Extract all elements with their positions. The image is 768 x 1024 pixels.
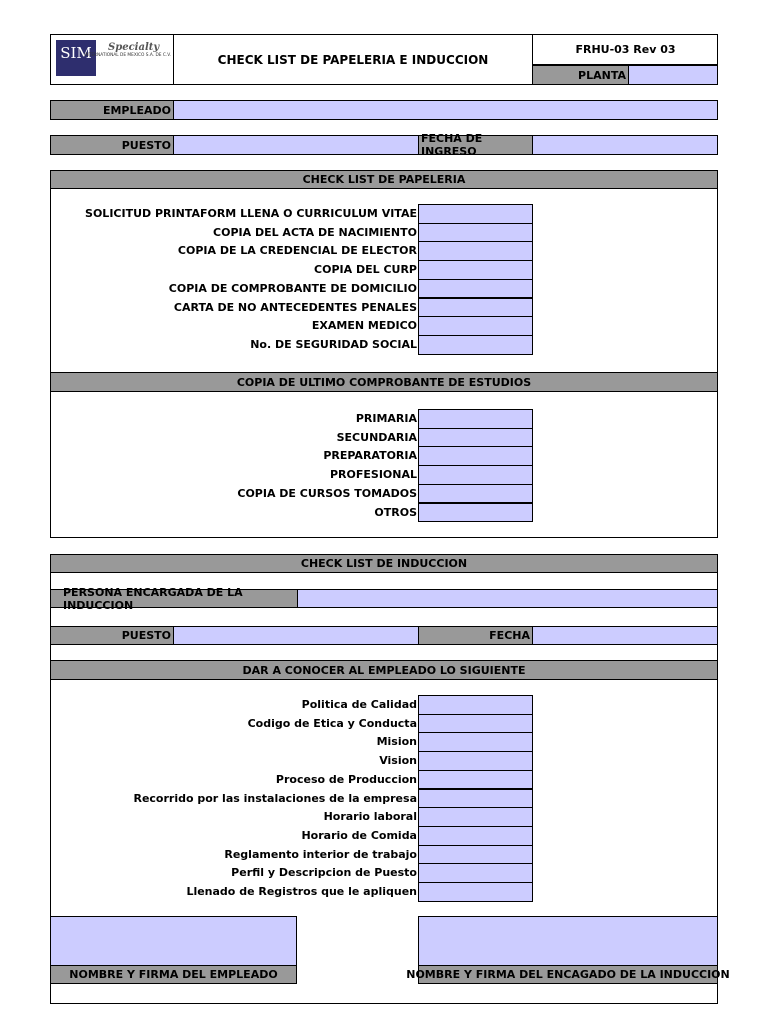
dar-conocer-item-label: Llenado de Registros que le apliquen [186, 885, 417, 898]
fecha-ingreso-label: FECHA DE INGRESO [418, 135, 533, 155]
firma-encargado-label: NOMBRE Y FIRMA DEL ENCAGADO DE LA INDUCCION [418, 965, 718, 984]
dar-conocer-item-label: Mision [376, 735, 417, 749]
papeleria-item-label: COPIA DEL ACTA DE NACIMIENTO [213, 225, 417, 239]
papeleria-item-checkbox[interactable] [418, 223, 533, 243]
logo-company: INTERNATIONAL DE MEXICO S.A. DE C.V. [84, 53, 171, 58]
estudios-item-checkbox[interactable] [418, 503, 533, 523]
estudios-item-label: OTROS [374, 505, 417, 519]
papeleria-title: CHECK LIST DE PAPELERIA [50, 170, 718, 189]
estudios-item-checkbox[interactable] [418, 484, 533, 504]
papeleria-item-checkbox[interactable] [418, 298, 533, 318]
header-logo-cell [50, 34, 174, 85]
fecha-field[interactable] [532, 626, 718, 645]
papeleria-item-label: COPIA DE COMPROBANTE DE DOMICILIO [168, 281, 417, 295]
dar-conocer-item-label: Proceso de Produccion [275, 772, 417, 786]
estudios-item-checkbox[interactable] [418, 446, 533, 466]
dar-conocer-item-label: Reglamento interior de trabajo [224, 847, 417, 861]
papeleria-item-label: SOLICITUD PRINTAFORM LLENA O CURRICULUM VITAE [85, 207, 417, 220]
papeleria-item-checkbox[interactable] [418, 260, 533, 280]
dar-conocer-item-checkbox[interactable] [418, 751, 533, 771]
dar-conocer-item-checkbox[interactable] [418, 863, 533, 883]
dar-conocer-item-label: Recorrido por las instalaciones de la empresa [133, 791, 417, 805]
planta-field[interactable] [628, 65, 718, 85]
fecha-ingreso-field[interactable] [532, 135, 718, 155]
dar-conocer-item-checkbox[interactable] [418, 882, 533, 902]
dar-conocer-item-checkbox[interactable] [418, 789, 533, 809]
page-title: CHECK LIST DE PAPELERIA E INDUCCION [217, 52, 489, 67]
estudios-item-label: PROFESIONAL [329, 468, 417, 482]
estudios-title: COPIA DE ULTIMO COMPROBANTE DE ESTUDIOS [50, 372, 718, 392]
empleado-label: EMPLEADO [50, 100, 174, 120]
dar-conocer-title: DAR A CONOCER AL EMPLEADO LO SIGUIENTE [50, 660, 718, 680]
induccion-title: CHECK LIST DE INDUCCION [50, 554, 718, 573]
firma-empleado-box[interactable] [50, 916, 297, 966]
dar-conocer-item-label: Vision [379, 754, 417, 768]
fecha-label: FECHA [418, 626, 533, 645]
dar-conocer-item-label: Horario de Comida [301, 828, 417, 842]
puesto-label: PUESTO [50, 135, 174, 155]
estudios-item-checkbox[interactable] [418, 409, 533, 429]
papeleria-item-checkbox[interactable] [418, 316, 533, 336]
dar-conocer-item-checkbox[interactable] [418, 807, 533, 827]
papeleria-item-checkbox[interactable] [418, 279, 533, 299]
papeleria-item-label: EXAMEN MEDICO [311, 319, 417, 333]
empleado-field[interactable] [173, 100, 718, 120]
firma-empleado-label: NOMBRE Y FIRMA DEL EMPLEADO [50, 965, 297, 984]
dar-conocer-item-label: Politica de Calidad [301, 698, 417, 711]
encargada-label: PERSONA ENCARGADA DE LA INDUCCION [50, 589, 298, 608]
dar-conocer-item-checkbox[interactable] [418, 770, 533, 790]
papeleria-item-checkbox[interactable] [418, 204, 533, 224]
firma-encargado-box[interactable] [418, 916, 718, 966]
papeleria-item-checkbox[interactable] [418, 241, 533, 261]
estudios-item-label: COPIA DE CURSOS TOMADOS [237, 486, 417, 500]
estudios-item-label: PREPARATORIA [323, 449, 417, 463]
estudios-item-checkbox[interactable] [418, 465, 533, 485]
dar-conocer-item-checkbox[interactable] [418, 845, 533, 865]
papeleria-item-label: No. DE SEGURIDAD SOCIAL [250, 337, 417, 351]
dar-conocer-item-label: Horario laboral [323, 810, 417, 824]
encargada-field[interactable] [297, 589, 718, 608]
induccion-puesto-label: PUESTO [50, 626, 174, 645]
papeleria-item-label: COPIA DE LA CREDENCIAL DE ELECTOR [177, 244, 417, 258]
dar-conocer-item-checkbox[interactable] [418, 695, 533, 715]
dar-conocer-item-checkbox[interactable] [418, 732, 533, 752]
induccion-puesto-field[interactable] [173, 626, 419, 645]
logo-text: SIM [60, 44, 92, 62]
papeleria-item-label: CARTA DE NO ANTECEDENTES PENALES [173, 300, 417, 314]
logo-script: Specialty [108, 42, 160, 53]
papeleria-item-label: COPIA DEL CURP [314, 263, 417, 277]
papeleria-item-checkbox[interactable] [418, 335, 533, 355]
dar-conocer-item-checkbox[interactable] [418, 714, 533, 734]
dar-conocer-item-checkbox[interactable] [418, 826, 533, 846]
doc-code: FRHU-03 Rev 03 [532, 34, 718, 65]
dar-conocer-item-label: Codigo de Etica y Conducta [247, 716, 417, 730]
estudios-item-label: PRIMARIA [355, 412, 417, 425]
puesto-field[interactable] [173, 135, 419, 155]
company-logo [56, 40, 96, 76]
planta-label: PLANTA [532, 65, 629, 85]
estudios-item-checkbox[interactable] [418, 428, 533, 448]
dar-conocer-item-label: Perfil y Descripcion de Puesto [231, 866, 417, 880]
estudios-item-label: SECUNDARIA [336, 430, 417, 444]
